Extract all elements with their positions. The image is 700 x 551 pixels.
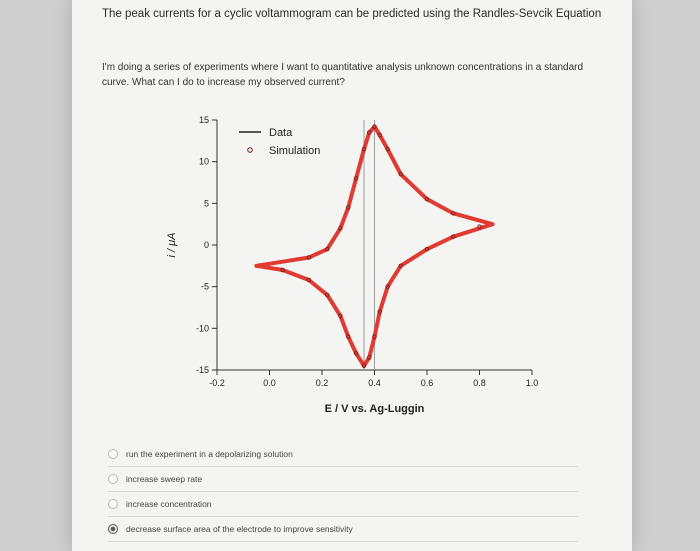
y-tick-label: 15 bbox=[198, 115, 209, 125]
y-tick-label: 5 bbox=[203, 198, 209, 209]
y-tick-label: 0 bbox=[203, 240, 209, 250]
question-page bbox=[72, 0, 632, 551]
x-tick-label: 0.2 bbox=[315, 378, 329, 388]
cyclic-voltammogram-chart bbox=[162, 100, 582, 420]
y-axis-label: i / μA bbox=[166, 232, 178, 258]
y-tick-label: 10 bbox=[198, 156, 209, 167]
option-label: run the experiment in a depolarizing solution bbox=[126, 449, 293, 459]
answer-option-decrease-surface-area[interactable] bbox=[108, 517, 578, 542]
option-label: decrease surface area of the electrode to improve sensitivity bbox=[126, 524, 353, 534]
answer-option-increase-concentration[interactable] bbox=[108, 492, 578, 517]
x-axis-label: E / V vs. Ag-Luggin bbox=[324, 403, 425, 415]
option-label: increase sweep rate bbox=[126, 474, 203, 484]
answer-options bbox=[108, 442, 578, 542]
radio-button[interactable] bbox=[108, 474, 118, 484]
x-tick-label: 0.6 bbox=[420, 378, 434, 388]
x-tick-label: 0.8 bbox=[473, 378, 486, 388]
option-label: increase concentration bbox=[126, 499, 212, 509]
radio-button[interactable] bbox=[108, 499, 118, 509]
legend-simulation-swatch bbox=[248, 148, 253, 153]
radio-button[interactable] bbox=[108, 449, 118, 459]
y-tick-label: -10 bbox=[195, 323, 209, 334]
question-title: The peak currents for a cyclic voltammogram can be predicted using the Randles-Sevcik Equation bbox=[102, 8, 602, 20]
x-tick-label: 0.4 bbox=[368, 378, 381, 388]
radio-button-selected[interactable] bbox=[108, 524, 118, 534]
x-tick-label: 0.0 bbox=[263, 378, 276, 388]
y-tick-label: -5 bbox=[200, 281, 209, 292]
x-tick-label: -0.2 bbox=[209, 378, 225, 388]
x-tick-label: 1.0 bbox=[525, 378, 539, 388]
answer-option-depolarizing-solution[interactable] bbox=[108, 442, 578, 467]
legend-simulation-label: Simulation bbox=[269, 145, 321, 157]
legend-data-label: Data bbox=[269, 127, 293, 139]
question-body: I'm doing a series of experiments where I want to quantitative analysis unknown concentrations in a standard curve. What can I do to increase my observed current? bbox=[102, 62, 584, 88]
y-tick-label: -15 bbox=[195, 365, 209, 375]
answer-option-increase-sweep-rate[interactable] bbox=[108, 467, 578, 492]
